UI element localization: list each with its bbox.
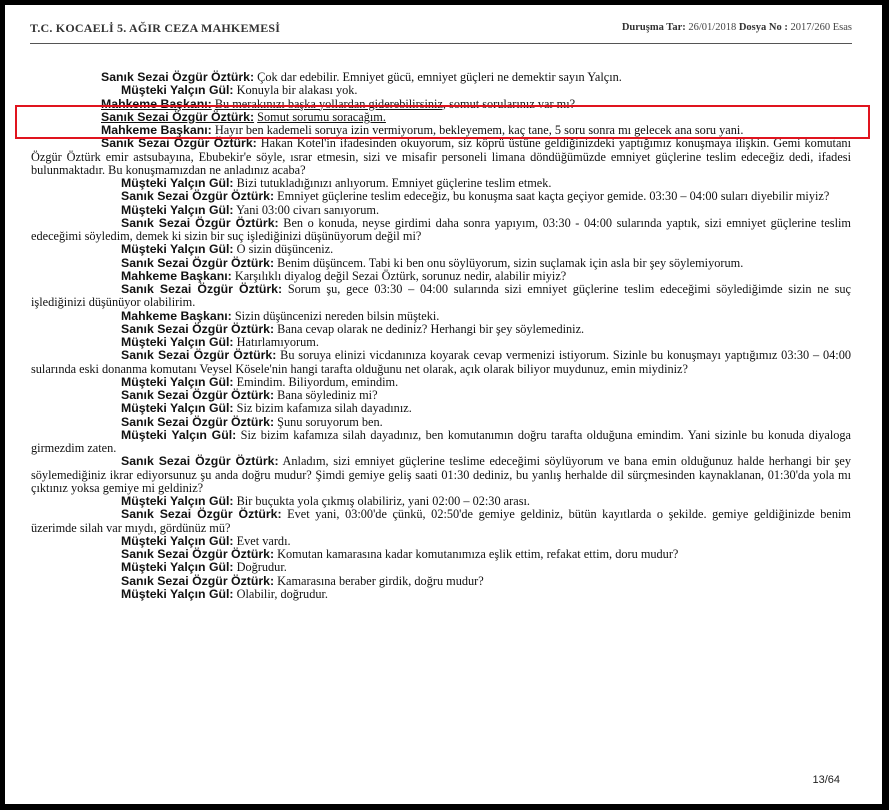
page-number: 13/64 <box>812 774 840 786</box>
transcript-paragraph: Müşteki Yalçın Gül: Siz bizim kafamıza silah dayadınız. <box>121 401 412 416</box>
transcript-paragraph: Sanık Sezai Özgür Öztürk: Somut sorumu soracağım. <box>101 109 386 124</box>
transcript-paragraph: Müşteki Yalçın Gül: Yani 03:00 civarı sanıyorum. <box>121 202 380 217</box>
transcript-paragraph: Sanık Sezai Özgür Öztürk: Kamarasına beraber girdik, doğru mudur? <box>121 573 484 588</box>
transcript-paragraph: Sanık Sezai Özgür Öztürk: Komutan kamarasına kadar komutanımıza eşlik ettim, refakat ettim, doru mudur? <box>121 547 679 561</box>
transcript-paragraph: Müşteki Yalçın Gül: Siz bizim kafamıza silah dayadınız, ben komutanımın doğru tarafta olduğuna emindim. Yani sizinle bu konuda diyaloga girmezdim zaten. <box>31 427 852 455</box>
transcript-paragraph: Sanık Sezai Özgür Öztürk: Çok dar edebilir. Emniyet gücü, emniyet güçleri ne demektir sayın Yalçın. <box>101 70 622 84</box>
transcript-paragraph: Müşteki Yalçın Gül: Bizi tutukladığınızı anlıyorum. Emniyet güçlerine teslim etmek. <box>121 176 552 190</box>
transcript-paragraph: Mahkeme Başkanı: Sizin düşüncenizi nereden bilsin müşteki. <box>121 308 440 323</box>
transcript-paragraph: Sanık Sezai Özgür Öztürk: Bana söylediniz mi? <box>121 388 378 402</box>
transcript-body <box>31 71 851 601</box>
transcript-paragraph: Müşteki Yalçın Gül: Evet vardı. <box>121 533 291 548</box>
transcript-paragraph: Sanık Sezai Özgür Öztürk: Evet yani, 03:00'de çünkü, 02:50'de gemiye geldiniz, bütün kayıtlarda o şekilde. gemiye geldiğinizde benim üzerimde silah var mıydı, gördünüz mü? <box>31 507 851 535</box>
transcript-paragraph: Müşteki Yalçın Gül: Olabilir, doğrudur. <box>121 586 328 601</box>
transcript-paragraph: Mahkeme Başkanı: Hayır ben kademeli soruya izin vermiyorum, bekleyemem, kaç tane, 5 soru sonra mı gelecek ana soru yani. <box>101 123 744 137</box>
transcript-paragraph: Müşteki Yalçın Gül: Bir buçukta yola çıkmış olabiliriz, yani 02:00 – 02:30 arası. <box>121 494 530 508</box>
hearing-info: Duruşma Tar: 26/01/2018 Dosya No : 2017/260 Esas <box>621 22 852 33</box>
transcript-paragraph: Sanık Sezai Özgür Öztürk: Bana cevap olarak ne dediniz? Herhangi bir şey söylemediniz. <box>121 321 585 336</box>
transcript-paragraph: Sanık Sezai Özgür Öztürk: Sorum şu, gece 03:30 – 04:00 sularında sizi emniyet güçlerine teslim edeceğimi söylediğimde sizin ne suç işlediğinizi düşünüyor olabilirim. <box>31 282 851 310</box>
court-name: T.C. KOCAELİ 5. AĞIR CEZA MAHKEMESİ <box>30 21 281 35</box>
transcript-paragraph: Müşteki Yalçın Gül: Hatırlamıyorum. <box>121 335 319 349</box>
document-page <box>5 5 882 804</box>
transcript-paragraph: Müşteki Yalçın Gül: Emindim. Biliyordum, emindim. <box>121 374 399 389</box>
transcript-paragraph: Sanık Sezai Özgür Öztürk: Bu soruya elinizi vicdanınıza koyarak cevap vermenizi istiyorum. Sizinle bu konuşmayı yaptığımız 03:30 – 04:00 sularında eski donanma komutanı Veysel Kösele'nin hangi tarafta olduğunu net olarak, açık olarak biliyor muydunuz, emin miydiniz? <box>31 348 851 376</box>
transcript-paragraph: Mahkeme Başkanı: Karşılıklı diyalog değil Sezai Öztürk, sorunuz nedir, alabilir miyiz? <box>121 268 567 283</box>
page-header <box>30 19 852 44</box>
transcript-paragraph: Müşteki Yalçın Gül: O sizin düşünceniz. <box>121 242 334 257</box>
transcript-paragraph: Sanık Sezai Özgür Öztürk: Hakan Kotel'in ifadesinden okuyorum, siz köprü üstüne geldiğinizdeki yaptığımız konuşmaya ilişkin. Gemi komutanı Özgür Öztürk emir astsubayına, Ebubekir'e söyle, ısrar etmesin, sizi ve misafir personeli limana döndüğümüzde emniyet güçlerine teslim edeceğiz dedi, ifadesi bulunmaktadır. Bu konuşmamızdan ne anladınız acaba? <box>31 136 851 177</box>
transcript-paragraph: Sanık Sezai Özgür Öztürk: Benim düşüncem. Tabi ki ben onu söylüyorum, sizin suçlamak için asla bir şey söylemiyorum. <box>121 255 744 270</box>
transcript-paragraph: Müşteki Yalçın Gül: Doğrudur. <box>121 560 287 575</box>
transcript-paragraph: Sanık Sezai Özgür Öztürk: Anladım, sizi emniyet güçlerine teslime edeceğimi söylüyorum ve bana emin olduğunuz halde herhangi bir şey söylemediğiniz ikrar ediyorsunuz şu anda doğru mudur? Şimdi gemiye geliş saati 01:30 dediniz, bu yanlış herhalde dil sürçmesinden kaynaklanan, 01:30'da yola mı çıktınız yoksa gemiye mi geldiniz? <box>31 454 851 495</box>
transcript-paragraph: Müşteki Yalçın Gül: Konuyla bir alakası yok. <box>121 83 358 98</box>
transcript-paragraph: Sanık Sezai Özgür Öztürk: Emniyet güçlerine teslim edeceğiz, bu konuşma saat kaçta geçiyor gemide. 03:30 – 04:00 suları diyebilir miyiz? <box>121 189 830 204</box>
transcript-paragraph: Sanık Sezai Özgür Öztürk: Ben o konuda, neyse girdimi daha sonra yapıyım, 03:30 - 04:00 sularında yaptık, sizi emniyet güçlerine teslim edeceğimi söyledim, demek ki sizin bir suç işlediğinizi düşünüyorum değil mi? <box>31 215 851 243</box>
transcript-paragraph-highlighted: Mahkeme Başkanı: Bu merakınızı başka yollardan giderebilirsiniz, somut sorularınız var mı? <box>101 96 576 111</box>
transcript-paragraph: Sanık Sezai Özgür Öztürk: Şunu soruyorum ben. <box>121 414 383 429</box>
